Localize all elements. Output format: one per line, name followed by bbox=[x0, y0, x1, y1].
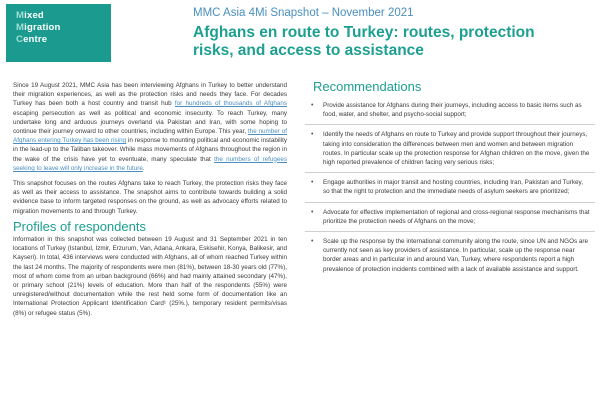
recommendation-item: • Scale up the response by the international community along the route, since UN and NGOs are currently not seen as key providers of assistance. In particular, scale up the response near border areas and in particular in and around Van, Turkey, where respondents report a high prevalence of protection incidents combined with a lack of available assistance and support. bbox=[305, 231, 595, 279]
intro-paragraph: Since 19 August 2021, MMC Asia has been interviewing Afghans in Turkey to better understand their migration experiences, as well as the protection risks and needs they face. For decades Turkey has been both a host country and transit hub for hundreds of thousands of Afghans escaping persecution as well as political and economic insecurity. To reach Turkey, many undertake long and arduous journeys overland via Pakistan and Iran, with some hoping to continue their journey onward to other countries, including within Europe. This year, the number of Afghans entering Turkey has been rising in response to mounting political and economic instability in the lead-up to the Taliban takeover. While mass movements of Afghans throughout the region in the wake of the crisis have yet to eventuate, many speculate that the numbers of refugees seeking to leave will only increase in the future. bbox=[13, 82, 287, 172]
bullet: • bbox=[311, 131, 314, 139]
recommendation-item: • Provide assistance for Afghans during their journeys, including access to basic items such as food, water, and shelter, and psycho-social support; bbox=[311, 102, 582, 119]
page-header bbox=[0, 0, 600, 72]
recommendations-heading: Recommendations bbox=[313, 79, 422, 94]
mixed-migration-centre-logo: Mixed Migration Centre bbox=[6, 4, 111, 62]
bullet: • bbox=[311, 238, 314, 246]
snapshot-label: MMC Asia 4Mi Snapshot – November 2021 bbox=[193, 7, 414, 19]
bullet: • bbox=[311, 179, 314, 187]
recommendation-item: • Advocate for effective implementation of regional and cross-regional response mechanisms that prioritize the protection needs of Afghans on the move; bbox=[305, 202, 595, 231]
recommendation-item: • Engage authorities in major transit and hosting countries, including Iran, Pakistan and Turkey, so that the right to protection and the immediate needs of asylum seekers are prioritized; bbox=[305, 172, 595, 201]
snapshot-focus-paragraph: This snapshot focuses on the routes Afghans take to reach Turkey, the protection risks they face as well as their access to assistance. The snapshot aims to contribute towards building a solid evidence base to inform targeted responses on the ground, as well as advocacy efforts related to migration movements to and through Turkey. bbox=[13, 180, 287, 215]
page-title: Afghans en route to Turkey: routes, protection risks, and access to assistance bbox=[193, 24, 535, 59]
refugees-seeking-to-leave-link[interactable]: the numbers of refugees seeking to leave will only increase in the future bbox=[13, 155, 287, 172]
recommendations-list bbox=[305, 96, 595, 279]
recommendation-item: • Identify the needs of Afghans en route to Turkey and provide support throughout their journeys, taking into consideration the differences between men and women and between migration routes. In particular scale up the protection response for Afghan children on the move, given the high reported prevalence of children facing very serious risks; bbox=[305, 124, 595, 172]
profiles-paragraph: Information in this snapshot was collected between 19 August and 31 September 2021 in ten locations of Turkey (Istanbul, Izmir, Erzurum, Van, Adana, Ankara, Eskisehir, Konya, Balikesir, and Kayseri). In total, 436 interviews were conducted with Afghans, all of whom reached Turkey within the last 24 months. The majority of respondents were men (81%), between 18-30 years old (77%), most of whom come from an urban background (66%) and had mainly attained secondary (47%), or primary school (21%) levels of education. More than half of the respondents (55%) were unregistered/without documentation while the rest held some form of documentation like an International Protection Applicant Identification Card¹ (25%.), temporary resident permits/visas (8%) or refugee status (5%). bbox=[13, 236, 287, 317]
bullet: • bbox=[311, 208, 314, 216]
profiles-heading: Profiles of respondents bbox=[13, 218, 146, 234]
bullet: • bbox=[311, 102, 314, 109]
hundreds-of-thousands-link[interactable]: for hundreds of thousands of Afghans bbox=[174, 100, 287, 108]
afghans-entering-turkey-link[interactable]: the number of Afghans entering Turkey has been rising bbox=[13, 128, 287, 145]
left-column bbox=[13, 81, 287, 324]
